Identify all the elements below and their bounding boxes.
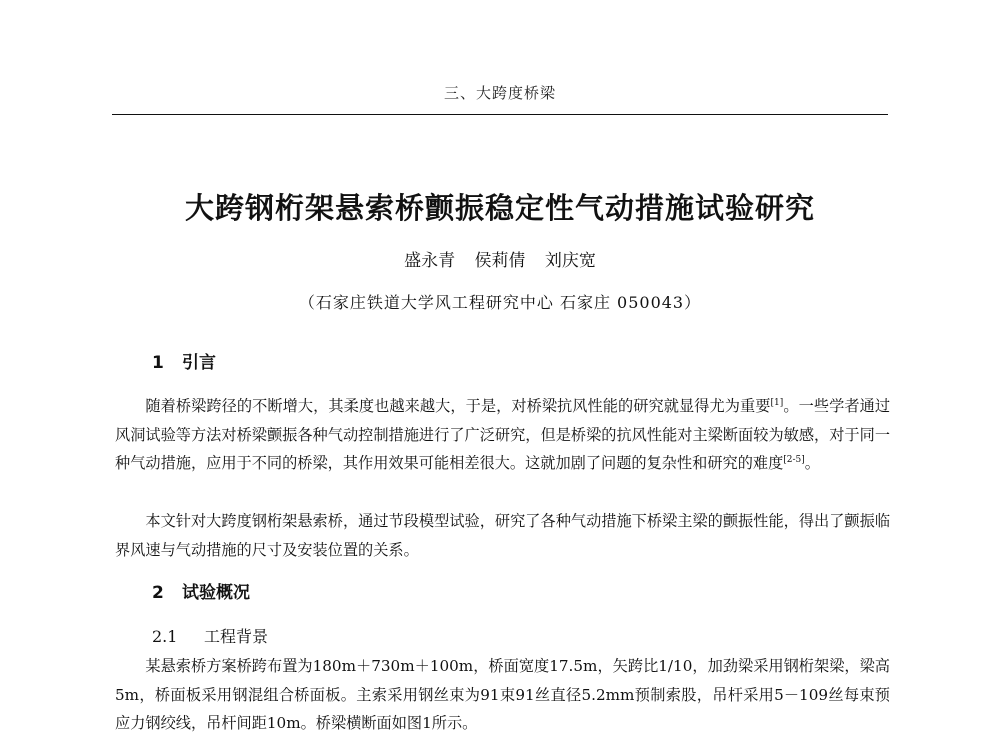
paragraph-intro-2: 本文针对大跨度钢桁架悬索桥，通过节段模型试验，研究了各种气动措施下桥梁主梁的颤振性能，得出了颤振临界风速与气动措施的尺寸及安装位置的关系。 [115, 512, 890, 559]
paragraph-intro-1 [115, 392, 890, 478]
running-head: 三、大跨度桥梁 [443, 84, 556, 102]
affiliation: （石家庄铁道大学风工程研究中心 石家庄 050043） [298, 293, 702, 312]
paragraph-text: 随着桥梁跨径的不断增大，其柔度也越来越大，于是，对桥梁抗风性能的研究就显得尤为重要 [145, 397, 771, 415]
section-heading-overview [152, 578, 250, 603]
subsection-number: 2.1 [152, 627, 178, 646]
paragraph-text: 。一些学者通过风洞试验等方法对桥梁颤振各种气动控制措施进行了广泛研究，但是桥梁的抗风性能对主梁断面较为敏感，对于同一种气动措施，应用于不同的桥梁，其作用效果可能相差很大。这就加剧了问题的复杂性和研究的难度 [115, 397, 891, 472]
paragraph-text: 。 [804, 454, 820, 472]
section-number: 2 [152, 583, 164, 603]
section-number: 1 [152, 353, 164, 373]
authors: 盛永青 侯莉倩 刘庆宽 [404, 251, 596, 271]
subsection-title: 工程背景 [204, 627, 269, 646]
paragraph-background: 某悬索桥方案桥跨布置为180m＋730m＋100m，桥面宽度17.5m，矢跨比1/10，加劲梁采用钢桁架梁，梁高5m，桥面板采用钢混组合桥面板。主索采用钢丝束为91束91丝直径5.2mm预制索股，吊杆采用5－109丝每束预应力钢绞线，吊杆间距10m。桥梁横断面如图1所示。 [115, 657, 890, 732]
section-title: 引言 [182, 353, 216, 373]
paper-title: 大跨钢桁架悬索桥颤振稳定性气动措施试验研究 [184, 191, 815, 225]
header-rule [112, 114, 888, 115]
subsection-heading-background [152, 624, 268, 647]
section-heading-introduction [152, 348, 216, 373]
citation-ref: [2-5] [783, 455, 805, 465]
citation-ref: [1] [770, 398, 784, 408]
section-title: 试验概况 [182, 583, 250, 603]
